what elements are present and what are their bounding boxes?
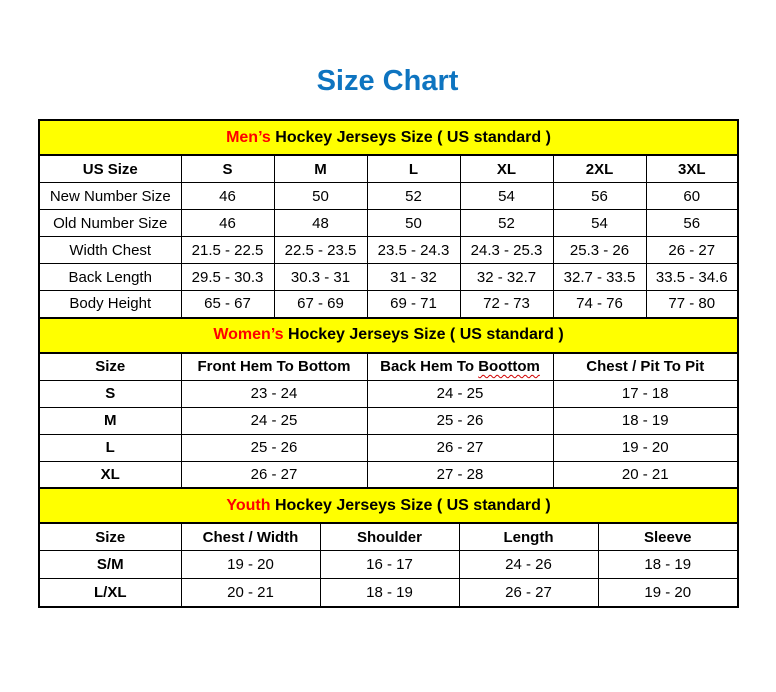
cell-value: 26 - 27 (367, 434, 553, 461)
section-title-accent: Women’s (213, 326, 284, 343)
cell-value: 23 - 24 (181, 380, 367, 407)
table-row (39, 551, 738, 579)
section-header-row (39, 318, 738, 353)
column-header: US Size (39, 155, 181, 183)
cell-value: 27 - 28 (367, 461, 553, 488)
cell-value: 30.3 - 31 (274, 264, 367, 291)
column-header: M (274, 155, 367, 183)
cell-value: 72 - 73 (460, 291, 553, 318)
column-header: 3XL (646, 155, 738, 183)
cell-value: 46 (181, 183, 274, 210)
cell-value: 32.7 - 33.5 (553, 264, 646, 291)
cell-value: 20 - 21 (181, 579, 320, 607)
womens-size-table (38, 317, 739, 490)
cell-value: 31 - 32 (367, 264, 460, 291)
cell-value: 25 - 26 (181, 434, 367, 461)
cell-value: 52 (460, 210, 553, 237)
cell-value: 52 (367, 183, 460, 210)
cell-value: 26 - 27 (459, 579, 598, 607)
column-header: Chest / Pit To Pit (553, 353, 738, 381)
column-header: Sleeve (598, 523, 738, 551)
row-label: Width Chest (39, 237, 181, 264)
column-header: L (367, 155, 460, 183)
cell-value: 60 (646, 183, 738, 210)
row-label: Body Height (39, 291, 181, 318)
cell-value: 54 (553, 210, 646, 237)
column-header: Chest / Width (181, 523, 320, 551)
cell-value: 54 (460, 183, 553, 210)
cell-value: 24 - 26 (459, 551, 598, 579)
cell-value: 21.5 - 22.5 (181, 237, 274, 264)
table-row (39, 579, 738, 607)
cell-value: 67 - 69 (274, 291, 367, 318)
cell-value: 24.3 - 25.3 (460, 237, 553, 264)
mens-size-table (38, 119, 739, 319)
table-row (39, 183, 738, 210)
section-title: Men’s Hockey Jerseys Size ( US standard ) (39, 120, 738, 155)
cell-value: 26 - 27 (646, 237, 738, 264)
row-label: L (39, 434, 181, 461)
row-label: S/M (39, 551, 181, 579)
cell-value: 19 - 20 (181, 551, 320, 579)
column-header: S (181, 155, 274, 183)
column-header: Back Hem To Boottom (367, 353, 553, 381)
column-header-row (39, 353, 738, 381)
cell-value: 24 - 25 (181, 407, 367, 434)
table-row (39, 291, 738, 318)
column-header-row (39, 155, 738, 183)
section-title: Women’s Hockey Jerseys Size ( US standard ) (39, 318, 738, 353)
column-header: XL (460, 155, 553, 183)
cell-value: 32 - 32.7 (460, 264, 553, 291)
table-row (39, 434, 738, 461)
cell-value: 18 - 19 (320, 579, 459, 607)
row-label: Back Length (39, 264, 181, 291)
cell-value: 65 - 67 (181, 291, 274, 318)
row-label: Old Number Size (39, 210, 181, 237)
size-tables-container (38, 119, 737, 608)
column-header: Shoulder (320, 523, 459, 551)
cell-value: 50 (274, 183, 367, 210)
section-title: Youth Hockey Jerseys Size ( US standard ) (39, 488, 738, 523)
column-header: Length (459, 523, 598, 551)
row-label: XL (39, 461, 181, 488)
cell-value: 46 (181, 210, 274, 237)
section-title-accent: Men’s (226, 128, 271, 146)
cell-value: 48 (274, 210, 367, 237)
cell-value: 20 - 21 (553, 461, 738, 488)
cell-value: 25.3 - 26 (553, 237, 646, 264)
section-header-row (39, 120, 738, 155)
table-row (39, 407, 738, 434)
cell-value: 17 - 18 (553, 380, 738, 407)
cell-value: 25 - 26 (367, 407, 553, 434)
row-label: L/XL (39, 579, 181, 607)
youth-size-table (38, 487, 739, 608)
column-header: Size (39, 523, 181, 551)
row-label: M (39, 407, 181, 434)
cell-value: 24 - 25 (367, 380, 553, 407)
cell-value: 26 - 27 (181, 461, 367, 488)
row-label: S (39, 380, 181, 407)
table-row (39, 210, 738, 237)
misspelled-word: Boottom (478, 358, 540, 375)
cell-value: 56 (646, 210, 738, 237)
cell-value: 77 - 80 (646, 291, 738, 318)
table-row (39, 461, 738, 488)
cell-value: 19 - 20 (553, 434, 738, 461)
cell-value: 29.5 - 30.3 (181, 264, 274, 291)
table-row (39, 264, 738, 291)
column-header: 2XL (553, 155, 646, 183)
column-header: Front Hem To Bottom (181, 353, 367, 381)
row-label: New Number Size (39, 183, 181, 210)
cell-value: 18 - 19 (553, 407, 738, 434)
cell-value: 74 - 76 (553, 291, 646, 318)
column-header-row (39, 523, 738, 551)
cell-value: 23.5 - 24.3 (367, 237, 460, 264)
section-title-accent: Youth (226, 496, 271, 514)
cell-value: 22.5 - 23.5 (274, 237, 367, 264)
table-row (39, 380, 738, 407)
column-header: Size (39, 353, 181, 381)
section-header-row (39, 488, 738, 523)
cell-value: 56 (553, 183, 646, 210)
table-row (39, 237, 738, 264)
cell-value: 19 - 20 (598, 579, 738, 607)
page-title: Size Chart (316, 65, 459, 97)
cell-value: 69 - 71 (367, 291, 460, 318)
cell-value: 18 - 19 (598, 551, 738, 579)
cell-value: 16 - 17 (320, 551, 459, 579)
cell-value: 33.5 - 34.6 (646, 264, 738, 291)
cell-value: 50 (367, 210, 460, 237)
